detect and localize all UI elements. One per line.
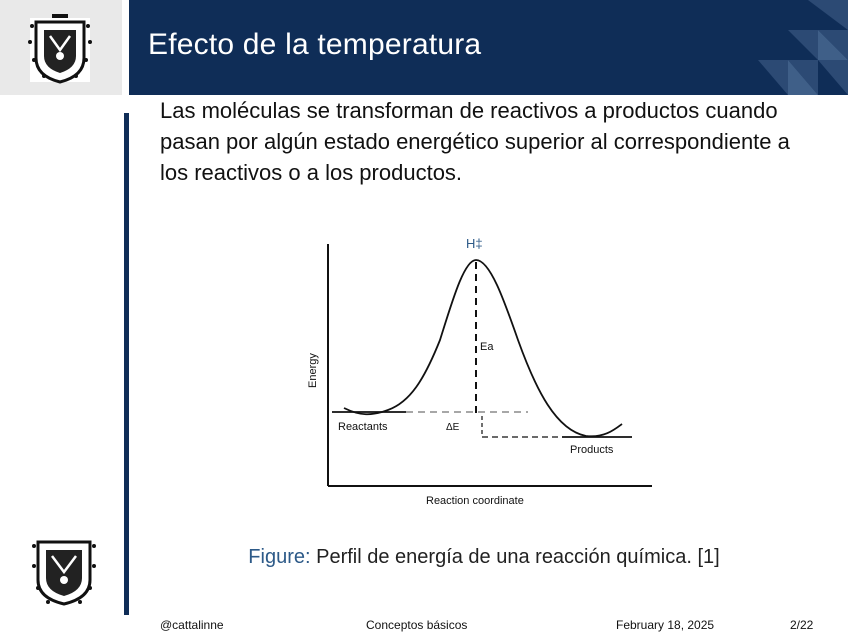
triangle-pattern-decoration (748, 0, 848, 95)
x-axis-label: Reaction coordinate (426, 495, 524, 507)
y-axis-label: Energy (307, 353, 319, 388)
delta-energy-label: ΔE (446, 422, 460, 433)
energy-profile-figure (300, 230, 660, 515)
body-paragraph: Las moléculas se transforman de reactivos a productos cuando pasan por algún estado energético superior al correspondiente a los reactivos o a los productos. (160, 98, 790, 185)
figure-caption (0, 546, 848, 569)
footer-section: Conceptos básicos (366, 618, 468, 632)
peak-label: H‡ (466, 236, 483, 251)
footer-page-number: 2/22 (790, 618, 814, 632)
activation-energy-label: Ea (480, 341, 494, 353)
footer-author: @cattalinne (160, 618, 224, 632)
caption-prefix: Figure: (248, 546, 311, 568)
header-logo-area (0, 0, 122, 95)
slide-title: Efecto de la temperatura (148, 28, 482, 61)
slide-footer (0, 615, 848, 635)
reactants-label: Reactants (338, 421, 388, 433)
university-seal-icon (28, 534, 100, 610)
university-crest-icon (22, 12, 98, 88)
header-divider (122, 0, 129, 95)
left-accent-rule (124, 113, 129, 615)
footer-date: February 18, 2025 (616, 618, 715, 632)
products-label: Products (570, 444, 614, 456)
caption-text: Perfil de energía de una reacción química. [1] (316, 546, 720, 568)
energy-diagram (300, 230, 660, 510)
slide-header (0, 0, 848, 95)
